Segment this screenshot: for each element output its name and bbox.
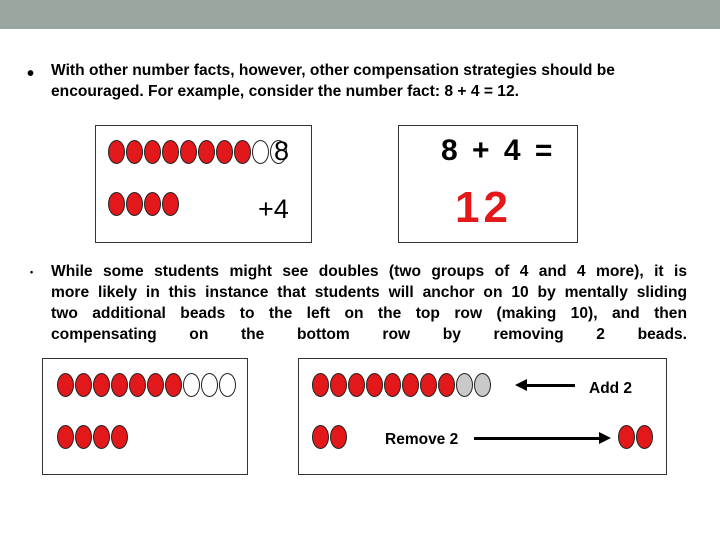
bead-red — [108, 192, 125, 216]
bead-white — [252, 140, 269, 164]
bead-red — [312, 425, 329, 449]
bead-red — [75, 425, 92, 449]
bead-frame-panel-8-plus-4 — [95, 125, 312, 243]
explanation-line-3: two additional beads to the left on the top row (making 10), and then — [51, 305, 687, 322]
bead-red — [366, 373, 383, 397]
bead-red — [129, 373, 146, 397]
header-bar — [0, 0, 720, 29]
bead-red — [108, 140, 125, 164]
bead-red — [618, 425, 635, 449]
bead-red — [402, 373, 419, 397]
bead-pair-right — [618, 425, 654, 449]
add-2-label: Add 2 — [589, 380, 633, 397]
bead-red — [330, 373, 347, 397]
explanation-line-1: While some students might see doubles (two groups of 4 and 4 more), it is — [51, 263, 687, 280]
bead-red — [93, 373, 110, 397]
arrow-left-shaft — [525, 384, 575, 387]
bead-red — [438, 373, 455, 397]
bead-grey — [456, 373, 473, 397]
bead-frame-panel-before — [42, 358, 248, 475]
bead-red — [126, 192, 143, 216]
bead-red — [75, 373, 92, 397]
bead-red — [420, 373, 437, 397]
explanation-line-4: compensating on the bottom row by removing 2 beads. — [51, 326, 687, 343]
remove-2-label: Remove 2 — [385, 431, 459, 448]
bead-pair-left — [312, 425, 348, 449]
bead-red — [57, 373, 74, 397]
bead-row-top — [312, 373, 492, 397]
intro-line-1: With other number facts, however, other compensation strategies should be — [51, 62, 615, 79]
equation-text: 8 + 4 = — [441, 134, 556, 167]
addend-plus-4: +4 — [258, 194, 289, 224]
explanation-line-2: more likely in this instance that students will anchor on 10 by mentally sliding — [51, 284, 687, 301]
bead-red — [93, 425, 110, 449]
arrow-right-shaft — [474, 437, 602, 440]
bead-red — [312, 373, 329, 397]
equation-panel — [398, 125, 578, 243]
bead-red — [636, 425, 653, 449]
bead-red — [126, 140, 143, 164]
intro-paragraph — [51, 60, 691, 102]
bead-red — [348, 373, 365, 397]
bullet-marker-2: • — [30, 267, 34, 277]
bead-red — [147, 373, 164, 397]
bead-white — [201, 373, 218, 397]
arrow-right-icon — [599, 432, 611, 444]
bead-red — [57, 425, 74, 449]
bead-red — [198, 140, 215, 164]
bead-red — [330, 425, 347, 449]
bead-red — [162, 192, 179, 216]
bead-row-top — [57, 373, 237, 397]
bead-red — [111, 425, 128, 449]
addend-8: 8 — [274, 136, 290, 166]
bead-red — [384, 373, 401, 397]
intro-line-2: encouraged. For example, consider the number fact: 8 + 4 = 12. — [51, 83, 519, 100]
bead-red — [162, 140, 179, 164]
bead-red — [111, 373, 128, 397]
bead-row-top — [108, 136, 290, 166]
bead-white — [219, 373, 236, 397]
bead-row-bottom — [57, 425, 129, 449]
bead-red — [144, 192, 161, 216]
bead-grey — [474, 373, 491, 397]
bead-row-bottom — [108, 192, 180, 216]
explanation-paragraph — [51, 261, 687, 345]
bead-red — [216, 140, 233, 164]
bead-red — [165, 373, 182, 397]
equation-result: 12 — [455, 183, 512, 232]
bead-red — [180, 140, 197, 164]
bead-frame-panel-compensation — [298, 358, 667, 475]
bead-red — [144, 140, 161, 164]
bead-white — [183, 373, 200, 397]
bullet-marker-1: • — [27, 63, 35, 85]
bead-red — [234, 140, 251, 164]
